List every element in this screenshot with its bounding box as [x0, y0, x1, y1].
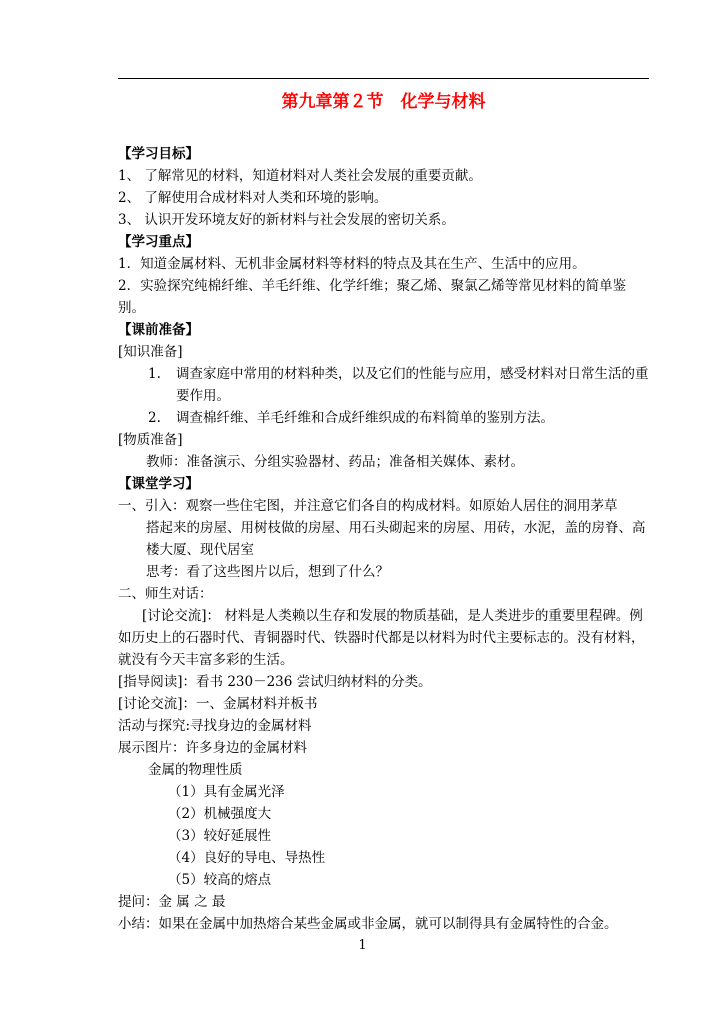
document-body — [118, 143, 649, 935]
goal-item: 3、 认识开发环境友好的新材料与社会发展的密切关系。 — [118, 212, 455, 228]
physical-properties-label: 金属的物理性质 — [148, 762, 243, 778]
property-item: （1）具有金属光泽 — [168, 784, 285, 800]
header-rule — [118, 78, 649, 79]
key-item: 1．知道金属材料、无机非金属材料等材料的特点及其在生产、生活中的应用。 — [118, 256, 586, 272]
knowledge-number: 2. — [148, 410, 161, 426]
knowledge-text: 调查棉纤维、羊毛纤维和合成纤维织成的布料简单的鉴别方法。 — [176, 410, 554, 426]
intro-continued: 搭起来的房屋、用树枝做的房屋、用石头砌起来的房屋、用砖，水泥，盖的房脊、高楼大厦、现代居室 — [146, 520, 646, 558]
dialog-heading: 二、师生对话： — [118, 586, 213, 602]
key-heading: 【学习重点】 — [118, 234, 199, 250]
goal-item: 1、 了解常见的材料，知道材料对人类社会发展的重要贡献。 — [118, 168, 482, 184]
property-item: （5）较高的熔点 — [168, 872, 272, 888]
property-item: （4）良好的导电、导热性 — [168, 850, 326, 866]
knowledge-item — [118, 407, 649, 429]
page-title: 第九章第２节 化学与材料 — [281, 92, 486, 112]
knowledge-item — [118, 363, 649, 407]
property-item: （3）较好延展性 — [168, 828, 272, 844]
knowledge-number: 1. — [148, 366, 161, 382]
material-text: 教师：准备演示、分组实验器材、药品；准备相关媒体、素材。 — [146, 454, 524, 470]
question-text: 提问：金 属 之 最 — [118, 894, 226, 910]
discussion-paragraph: [讨论交流]： 材料是人类赖以生存和发展的物质基础，是人类进步的重要里程碑。例如历史上的石器时代、青铜器时代、铁器时代都是以材料为时代主要标志的。没有材料，就没有今天丰富多彩的生活。 — [118, 608, 645, 668]
page-number: 1 — [358, 938, 367, 953]
show-images-text: 展示图片：许多身边的金属材料 — [118, 740, 307, 756]
goals-heading: 【学习目标】 — [118, 146, 199, 162]
prep-heading: 【课前准备】 — [118, 322, 199, 338]
guided-reading: [指导阅读]：看书 230－236 尝试归纳材料的分类。 — [118, 674, 432, 690]
summary-text: 小结：如果在金属中加热熔合某些金属或非金属，就可以制得具有金属特性的合金。 — [118, 916, 618, 932]
think-question: 思考：看了这些图片以后，想到了什么？ — [146, 564, 389, 580]
goal-item: 2、 了解使用合成材料对人类和环境的影响。 — [118, 190, 388, 206]
knowledge-label: [知识准备] — [118, 344, 183, 360]
material-label: [物质准备] — [118, 432, 183, 448]
knowledge-text: 调查家庭中常用的材料种类，以及它们的性能与应用，感受材料对日常生活的重要作用。 — [176, 366, 649, 404]
intro-text: 一、引入：观察一些住宅图，并注意它们各自的构成材料。如原始人居住的洞用茅草 — [118, 498, 618, 514]
discussion-metals: [讨论交流]：一、金属材料并板书 — [118, 696, 318, 712]
class-heading: 【课堂学习】 — [118, 476, 199, 492]
key-item: 2．实验探究纯棉纤维、羊毛纤维、化学纤维；聚乙烯、聚氯乙烯等常见材料的简单鉴别。 — [118, 278, 627, 316]
activity-text: 活动与探究:寻找身边的金属材料 — [118, 718, 312, 734]
property-item: （2）机械强度大 — [168, 806, 272, 822]
